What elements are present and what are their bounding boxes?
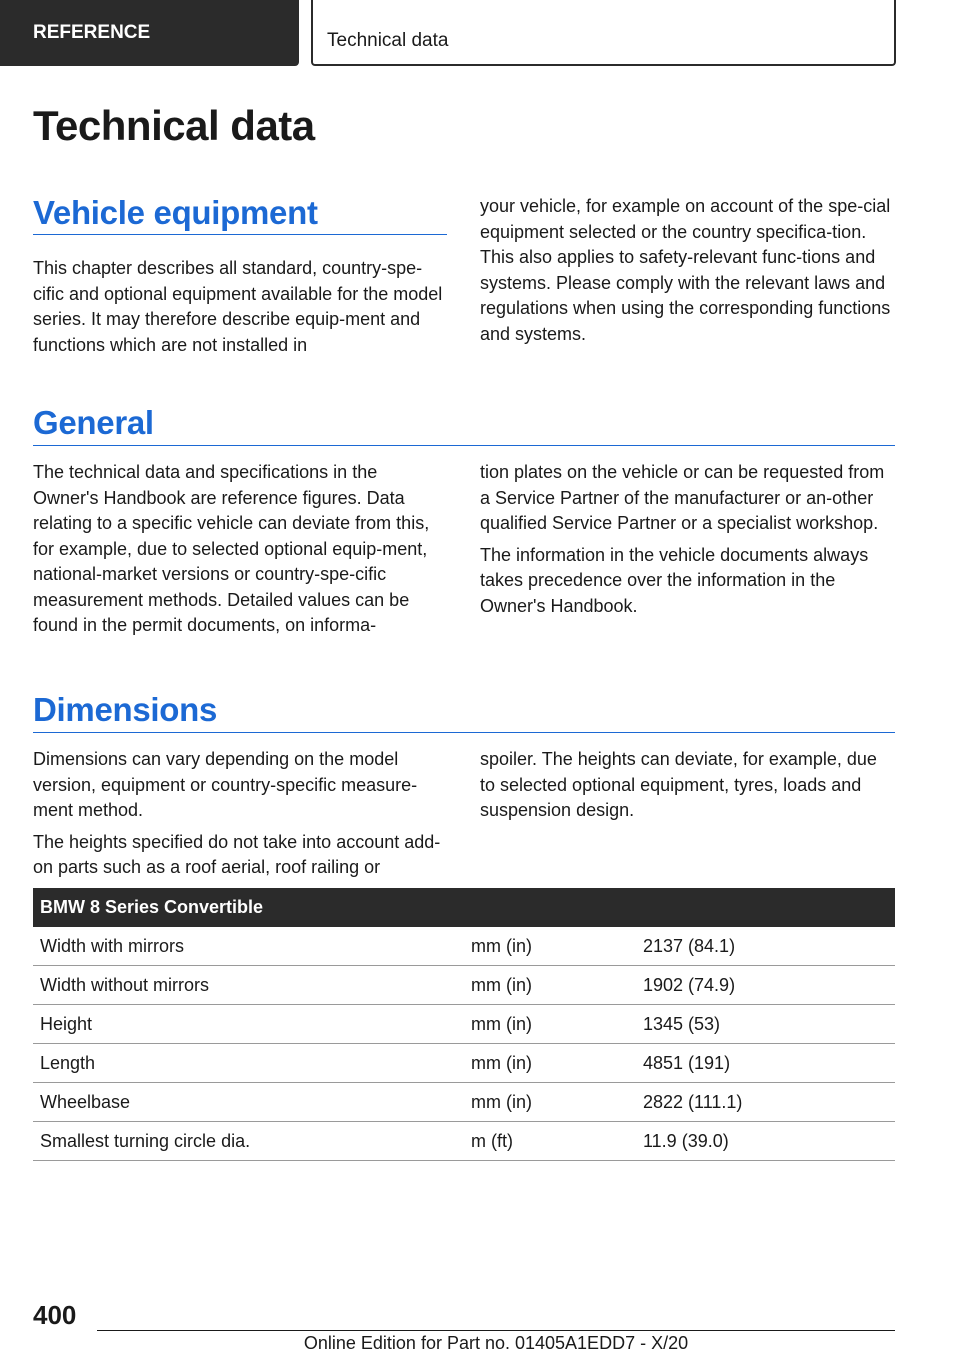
vehicle-equipment-col2: [480, 194, 894, 353]
row-label: Wheelbase: [33, 1083, 464, 1122]
row-label: Smallest turning circle dia.: [33, 1122, 464, 1161]
table-row: [33, 1083, 895, 1122]
heading-vehicle-equipment: Vehicle equipment: [33, 194, 318, 231]
paragraph: The heights specified do not take into account add-on parts such as a roof aerial, roof railing or: [33, 831, 441, 877]
paragraph: Dimensions can vary depending on the model version, equipment or country-specific measure-ment method.: [33, 749, 418, 820]
row-value: 1902 (74.9): [636, 966, 895, 1005]
row-value: 11.9 (39.0): [636, 1122, 895, 1161]
paragraph: tion plates on the vehicle or can be requested from a Service Partner of the manufacturer or an-other qualified Service Partner or a specialist workshop.: [480, 462, 885, 533]
row-unit: mm (in): [464, 927, 636, 966]
row-value: 2822 (111.1): [636, 1083, 895, 1122]
table-header-row: [33, 888, 895, 927]
edition-text: Online Edition for Part no. 01405A1EDD7 - X/20: [303, 1333, 689, 1353]
row-value: 2137 (84.1): [636, 927, 895, 966]
row-unit: mm (in): [464, 966, 636, 1005]
table-row: [33, 1044, 895, 1083]
heading-rule: [33, 445, 895, 446]
page-header: [0, 0, 960, 66]
table-row: [33, 966, 895, 1005]
paragraph: This chapter describes all standard, country-spe-cific and optional equipment available for the model series. It may therefore describe equip-ment and functions which are not installed in: [33, 258, 443, 355]
dimensions-col2: [480, 747, 894, 830]
table-title: BMW 8 Series Convertible: [33, 888, 895, 927]
heading-dimensions: Dimensions: [33, 691, 218, 728]
paragraph: your vehicle, for example on account of the spe-cial equipment selected or the country specifica-tion. This also applies to safety-relevant func-tions and systems. Please comply with the relevant laws and regulations when using the corresponding functions and systems.: [480, 196, 891, 344]
paragraph: The technical data and specifications in the Owner's Handbook are reference figures. Data relating to a specific vehicle can deviate from this, for example, due to selected optional equip-ment, national-market versions or country-spe-cific measurement methods. Detailed values can be found in the permit documents, on informa-: [33, 462, 430, 635]
header-title: Technical data: [311, 0, 896, 66]
heading-general: General: [33, 404, 154, 441]
row-label: Height: [33, 1005, 464, 1044]
table-row: [33, 1005, 895, 1044]
table-row: [33, 1122, 895, 1161]
dimensions-col1: [33, 747, 447, 887]
row-label: Width without mirrors: [33, 966, 464, 1005]
general-col1: [33, 460, 447, 645]
row-unit: mm (in): [464, 1044, 636, 1083]
row-value: 4851 (191): [636, 1044, 895, 1083]
row-label: Length: [33, 1044, 464, 1083]
heading-rule: [33, 234, 447, 235]
row-unit: m (ft): [464, 1122, 636, 1161]
row-unit: mm (in): [464, 1083, 636, 1122]
row-unit: mm (in): [464, 1005, 636, 1044]
dimensions-table: [33, 888, 895, 1161]
general-col2: [480, 460, 894, 625]
row-value: 1345 (53): [636, 1005, 895, 1044]
section-label: REFERENCE: [0, 0, 299, 66]
row-label: Width with mirrors: [33, 927, 464, 966]
paragraph: spoiler. The heights can deviate, for example, due to selected optional equipment, tyres, loads and suspension design.: [480, 749, 877, 820]
page-number: 400: [33, 1300, 77, 1330]
footer-rule: [97, 1330, 895, 1331]
table-row: [33, 927, 895, 966]
page-title: Technical data: [33, 102, 315, 149]
paragraph: The information in the vehicle documents always takes precedence over the information in the Owner's Handbook.: [480, 544, 869, 616]
vehicle-equipment-col1: [33, 256, 447, 364]
heading-rule: [33, 732, 895, 733]
